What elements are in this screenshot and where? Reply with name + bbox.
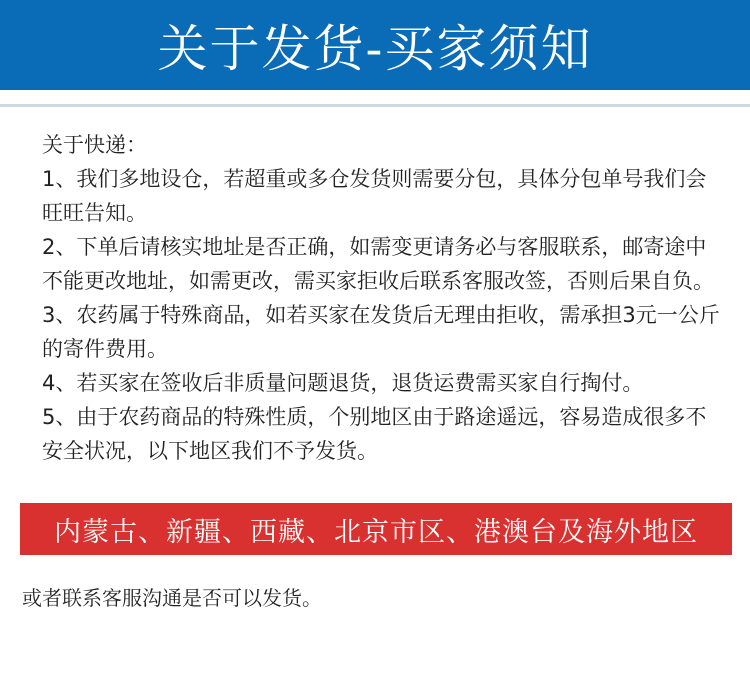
notice-item-3: 3、农药属于特殊商品，如若买家在发货后无理由拒收，需承担3元一公斤的寄件费用。 bbox=[42, 303, 720, 361]
notice-item-2: 2、下单后请核实地址是否正确，如需变更请务必与客服联系，邮寄途中不能更改地址，如需更改，需买家拒收后联系客服改签，否则后果自负。 bbox=[42, 235, 714, 293]
excluded-regions-banner bbox=[20, 503, 732, 555]
page-title: 关于发货-买家须知 bbox=[157, 20, 593, 78]
header-bar bbox=[0, 0, 750, 90]
notice-heading: 关于快递： bbox=[42, 133, 147, 157]
excluded-regions-text: 内蒙古、新疆、西藏、北京市区、港澳台及海外地区 bbox=[54, 516, 698, 548]
contact-note: 或者联系客服沟通是否可以发货。 bbox=[22, 586, 322, 610]
notice-item-1: 1、我们多地设仓，若超重或多仓发货则需要分包，具体分包单号我们会旺旺告知。 bbox=[42, 167, 707, 225]
divider bbox=[0, 104, 750, 107]
notice-item-5: 5、由于农药商品的特殊性质，个别地区由于路途遥远，容易造成很多不安全状况，以下地区我们不予发货。 bbox=[42, 405, 707, 463]
notice-section bbox=[42, 128, 722, 468]
notice-item-4: 4、若买家在签收后非质量问题退货，退货运费需买家自行掏付。 bbox=[42, 371, 644, 395]
